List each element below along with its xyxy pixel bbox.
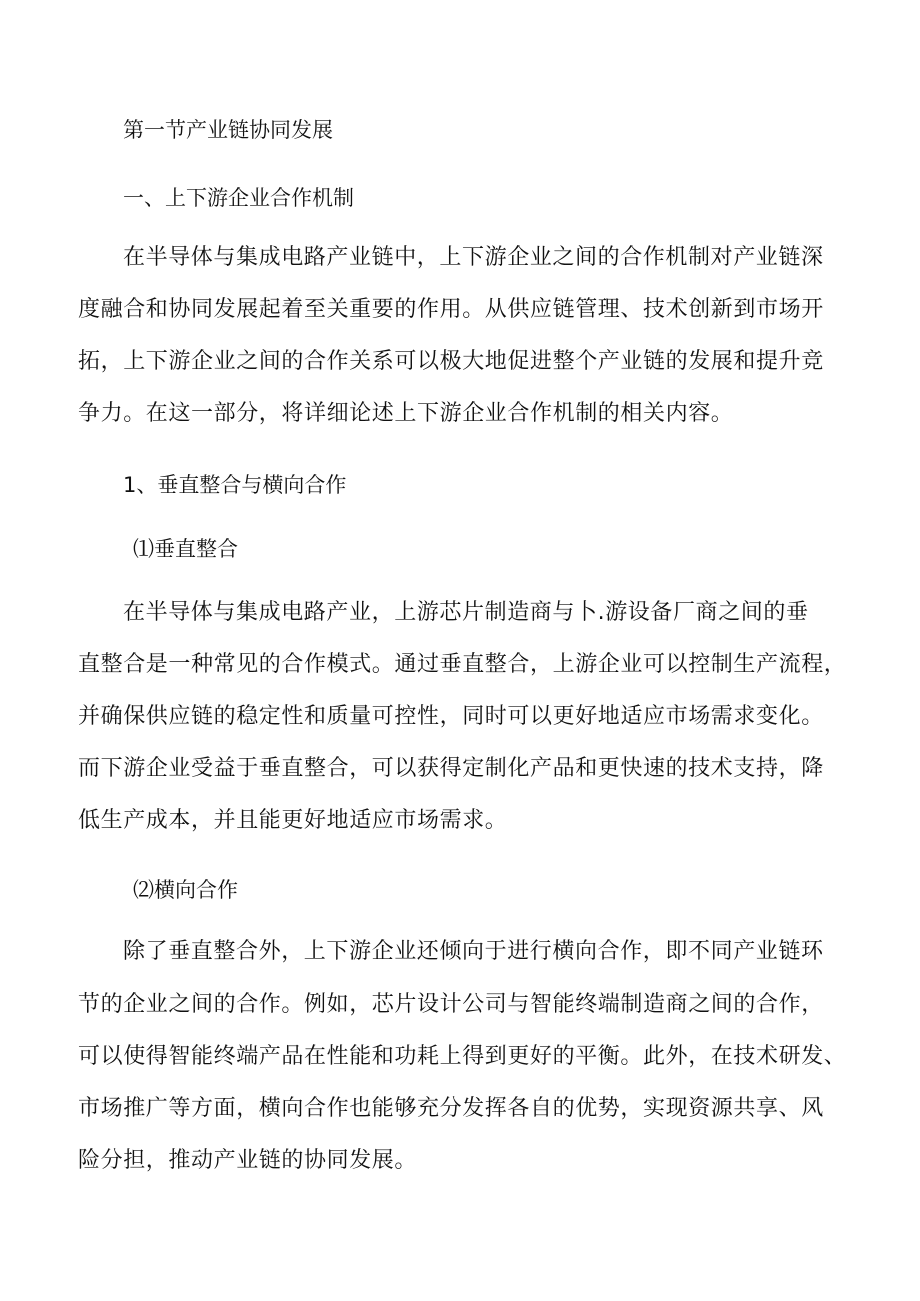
- paragraph-line: 险分担，推动产业链的协同发展。: [78, 1148, 418, 1173]
- item-1-title: 1、垂直整合与横向合作: [123, 473, 347, 497]
- paragraph-line: 在半导体与集成电路产业，上游芯片制造商与卜.游设备厂商之间的垂: [123, 600, 809, 625]
- paragraph-line: 拓，上下游企业之间的合作关系可以极大地促进整个产业链的发展和提升竞: [78, 349, 824, 374]
- paragraph-line: 节的企业之间的合作。例如，芯片设计公司与智能终端制造商之间的合作，: [78, 992, 824, 1017]
- paragraph-line: 而下游企业受益于垂直整合，可以获得定制化产品和更快速的技术支持，降: [78, 756, 824, 781]
- paragraph-line: 低生产成本，并且能更好地适应市场需求。: [78, 808, 508, 833]
- paragraph-line: 市场推广等方面，横向合作也能够充分发挥各自的优势，实现资源共享、风: [78, 1096, 824, 1121]
- paragraph-line: 可以使得智能终端产品在性能和功耗上得到更好的平衡。此外，在技术研发、: [78, 1044, 847, 1069]
- sub-1-title: ⑴垂直整合: [133, 537, 238, 561]
- section-title: 第一节产业链协同发展: [123, 118, 333, 142]
- subsection-title: 一、上下游企业合作机制: [123, 186, 354, 210]
- paragraph-line: 并确保供应链的稳定性和质量可控性，同时可以更好地适应市场需求变化。: [78, 704, 824, 729]
- paragraph-line: 除了垂直整合外，上下游企业还倾向于进行横向合作，即不同产业链环: [123, 939, 824, 964]
- paragraph-line: 争力。在这一部分，将详细论述上下游企业合作机制的相关内容。: [78, 401, 734, 426]
- sub-2-title: ⑵横向合作: [133, 878, 238, 902]
- paragraph-line: 度融合和协同发展起着至关重要的作用。从供应链管理、技术创新到市场开: [78, 297, 824, 322]
- paragraph-line: 在半导体与集成电路产业链中，上下游企业之间的合作机制对产业链深: [123, 245, 824, 270]
- paragraph-line: 直整合是一种常见的合作模式。通过垂直整合，上游企业可以控制生产流程，: [78, 652, 847, 677]
